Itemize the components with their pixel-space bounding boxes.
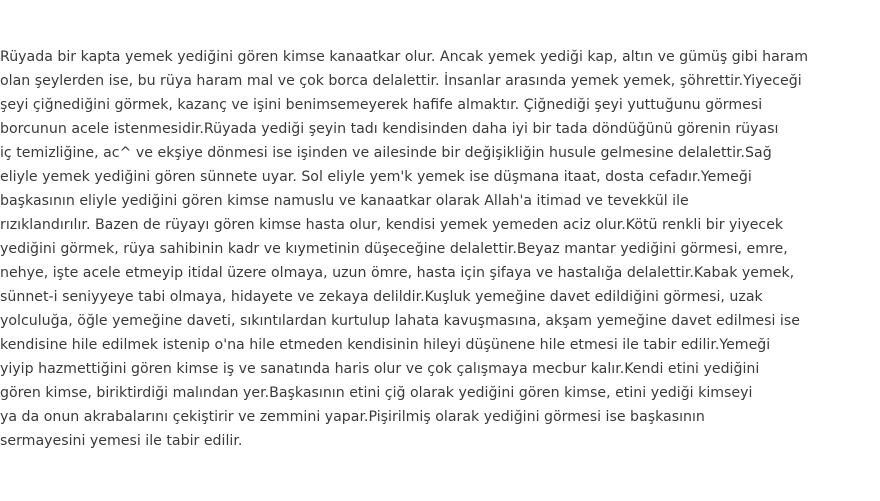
text-line: rızıklandırılır. Bazen de rüyayı gören kimse hasta olur, kendisi yemek yemeden aciz olur.Kötü renkli bir yiyecek bbox=[0, 217, 784, 233]
text-line: iç temizliğine, ac^ ve ekşiye dönmesi ise işinden ve ailesinde bir değişikliğin husule gelmesine delalettir.Sağ bbox=[0, 145, 772, 161]
text-line: yediğini görmek, rüya sahibinin kadr ve kıymetinin düşeceğine delalettir.Beyaz mantar yediğini görmesi, emre, bbox=[0, 241, 788, 257]
text-line: nehye, işte acele etmeyip itidal üzere olmaya, uzun ömre, hasta için şifaya ve hastalığa delalettir.Kabak yemek, bbox=[0, 265, 795, 281]
text-line: olan şeylerden ise, bu rüya haram mal ve çok borca delalettir. İnsanlar arasında yemek yemek, şöhrettir.Yiyeceği bbox=[0, 73, 802, 89]
text-line: borcunun acele istenmesidir.Rüyada yediği şeyin tadı kendisinden daha iyi bir tada döndüğünü görenin rüyası bbox=[0, 121, 779, 137]
text-line: Rüyada bir kapta yemek yediğini gören kimse kanaatkar olur. Ancak yemek yediği kap, altın ve gümüş gibi haram bbox=[0, 49, 809, 65]
text-line: ya da onun akrabalarını çekiştirir ve zemmini yapar.Pişirilmiş olarak yediğini görmesi ise başkasının bbox=[0, 409, 705, 425]
text-line: gören kimse, biriktirdiği malından yer.Başkasının etini çiğ olarak yediğini gören kimse, etini yediği kimseyi bbox=[0, 385, 753, 401]
text-line: şeyi çiğnediğini görmek, kazanç ve işini benimsemeyerek hafife almaktır. Çiğnediği şeyi yuttuğunu görmesi bbox=[0, 97, 763, 113]
text-line: eliyle yemek yediğini gören sünnete uyar. Sol eliyle yem'k yemek ise düşmana itaat, dosta cefadır.Yemeği bbox=[0, 169, 752, 185]
text-line: yolculuğa, öğle yemeğine daveti, sıkıntılardan kurtulup lahata kavuşmasına, akşam yemeğine davet edilmesi ise bbox=[0, 313, 800, 329]
text-line: kendisine hile edilmek istenip o'na hile etmeden kendisinin hileyi düşünene hile etmesi ile tabir edilir.Yemeği bbox=[0, 337, 771, 353]
text-line: başkasının eliyle yediğini gören kimse namuslu ve kanaatkar olarak Allah'a itimad ve tevekkül ile bbox=[0, 193, 689, 209]
text-line: yiyip hazmettiğini gören kimse iş ve sanatında haris olur ve çok çalışmaya mecbur kalır.Kendi etini yediğini bbox=[0, 361, 760, 377]
text-line: sünnet-i seniyyeye tabi olmaya, hidayete ve zekaya delildir.Kuşluk yemeğine davet edildiğini görmesi, uzak bbox=[0, 289, 763, 305]
article-body bbox=[0, 45, 876, 453]
text-line: sermayesini yemesi ile tabir edilir. bbox=[0, 433, 243, 449]
